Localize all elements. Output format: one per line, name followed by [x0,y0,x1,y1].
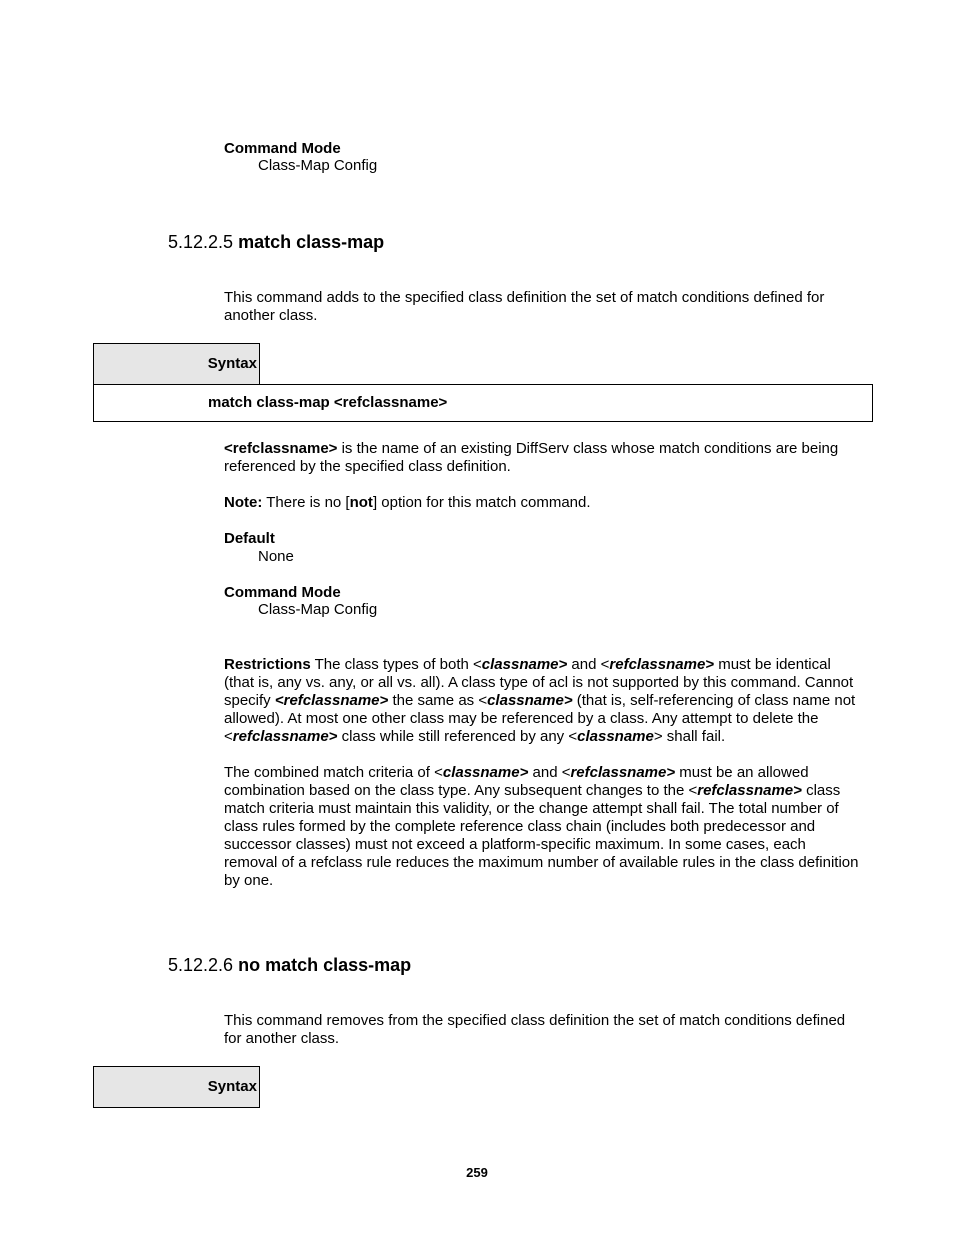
restrictions-text: The class types of both < [310,656,482,673]
default-value: None [258,548,294,565]
note [224,494,864,512]
section-intro: This command adds to the specified class definition the set of match conditions defined for another class. [224,289,825,324]
restrictions-label: Restrictions [224,656,311,673]
combined-text: class match criteria must maintain this validity, or the change attempt shall fail. The total number of class rules formed by the complete reference class chain (includes both predecessor and successor classes) must not exceed a platform-specific maximum. In some cases, each removal of a refclass rule reduces the maximum number of available rules in the class definition by one. [224,782,859,889]
note-bold: not [349,494,373,511]
default-label: Default [224,530,275,547]
parameter-text: is the name of an existing DiffServ class whose match conditions are being referenced by the specified class definition. [224,440,839,475]
section-heading-no-match-class-map [168,954,411,976]
section-heading-match-class-map [168,231,384,253]
page-number: 259 [466,1165,488,1180]
restrictions-text: class while still referenced by any < [337,728,578,745]
note-text-2: ] option for this match command. [372,494,591,511]
combined-text: The combined match criteria of < [224,764,443,781]
combined-criteria-paragraph [224,764,860,890]
section-number: 5.12.2.6 [168,955,234,975]
restrictions-paragraph [224,656,860,746]
syntax-header: Syntax [93,343,260,385]
restrictions-em: classname [577,728,654,745]
note-label: Note: [224,494,263,511]
section-title: match class-map [238,232,385,252]
restrictions-text: and < [567,656,610,673]
restrictions-text: the same as < [388,692,488,709]
command-mode-value-2: Class-Map Config [258,601,378,618]
parameter-name: <refclassname> [224,440,338,457]
parameter-description [224,440,864,476]
restrictions-em: <refclassname> [274,692,389,709]
command-mode-value: Class-Map Config [258,157,378,174]
combined-em: classname> [442,764,529,781]
combined-em: refclassname> [570,764,676,781]
syntax-command: match class-map <refclassname> [208,394,448,411]
syntax-row [93,384,873,422]
restrictions-em: classname> [481,656,568,673]
section-number: 5.12.2.5 [168,232,234,252]
restrictions-text: must be identical (that is, any vs. any, or all vs. all). A class type of acl is not supported by this command. Cannot specify [224,656,854,709]
combined-em: refclassname> [697,782,802,799]
command-mode-label: Command Mode [224,140,341,157]
combined-text: and < [528,764,571,781]
note-text-1: There is no [ [262,494,350,511]
syntax-header-2: Syntax [93,1066,260,1108]
combined-text: must be an allowed combination based on the class type. Any subsequent changes to the < [224,764,809,799]
restrictions-em: refclassname> [232,728,338,745]
section-title: no match class-map [238,955,412,975]
section-intro-2: This command removes from the specified class definition the set of match conditions defined for another class. [224,1012,846,1047]
restrictions-em: refclassname> [609,656,715,673]
restrictions-text: > shall fail. [653,728,726,745]
command-mode-label-2: Command Mode [224,584,341,601]
restrictions-em: classname> [487,692,573,709]
restrictions-text: (that is, self-referencing of class name not allowed). At most one other class may be referenced by a class. Any attempt to delete the < [224,692,856,745]
